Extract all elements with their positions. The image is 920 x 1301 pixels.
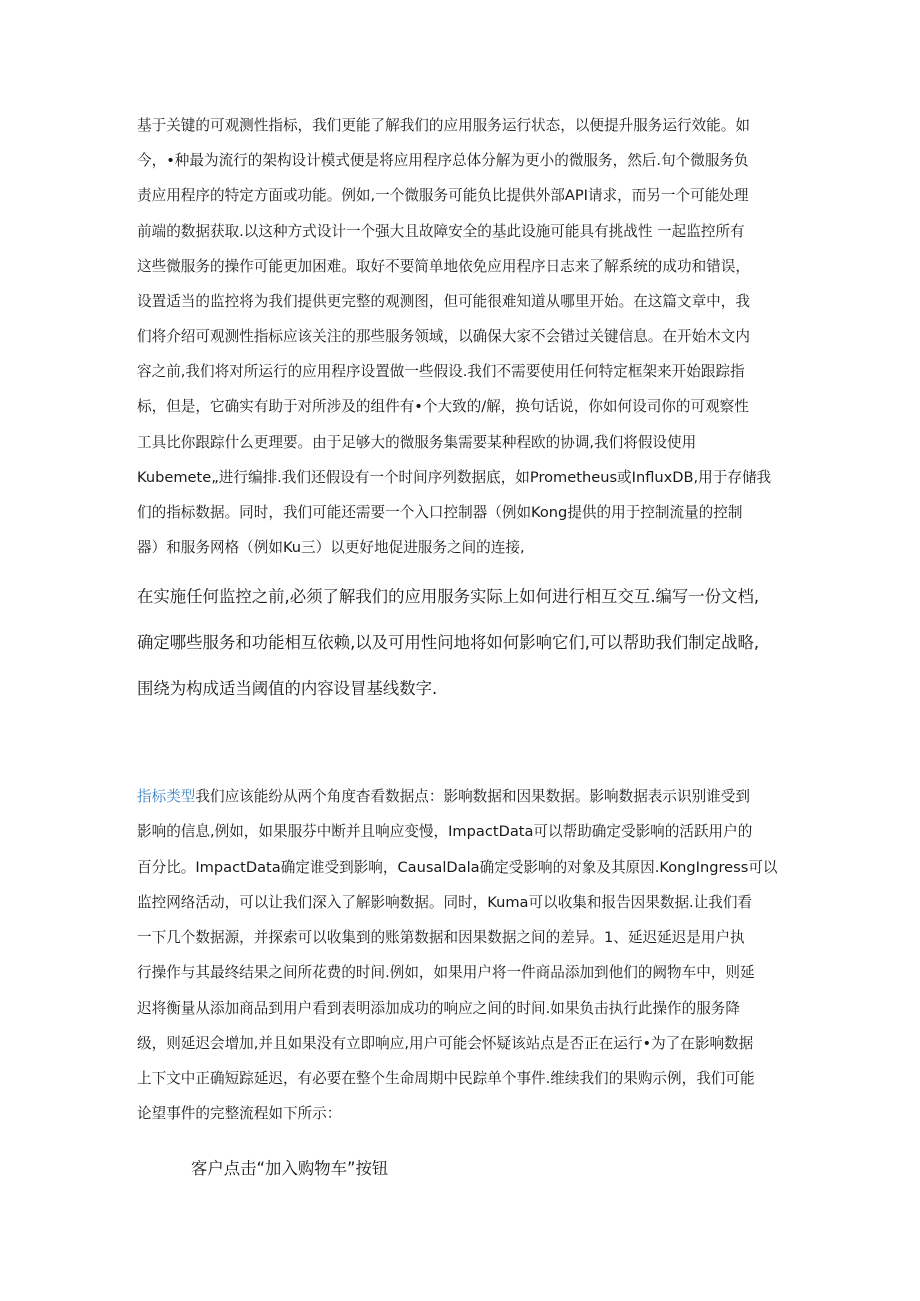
text-line: 在实施任何监控之前,必须了解我们的应用服务实际上如何进行相互交互.编写一份文档, bbox=[137, 587, 760, 606]
text-line: 论望事件的完整流程如下所示： bbox=[137, 1105, 342, 1122]
text-line: 监控网络活动，可以让我们深入了解影响数据。同时，Kuma可以收集和报告因果数据.让我们看 bbox=[137, 894, 753, 911]
text-line: 行操作与其最终结果之间所花费的时间.例如，如果用户将一件商品添加到他们的阙物车中，则延 bbox=[137, 964, 755, 981]
text-line: 一下几个数据源，并探索可以收集到的账第数据和因果数据之间的差异。1、延迟延迟是用户执 bbox=[137, 929, 745, 946]
text-line: 影响的信息,例如，如果服芬中断并且响应变慢，ImpactData可以帮助确定受影响的活跃用户的 bbox=[137, 823, 753, 840]
text-line: 迟将衡量从添加商品到用户看到表明添加成功的响应之间的时间.如果负击执行此操作的服务降 bbox=[137, 1000, 740, 1017]
text-line: 百分比。ImpactData确定谁受到影响，CausalDala确定受影响的对象及其原因.KongIngress可以 bbox=[137, 859, 778, 876]
text-span: 我们应该能纷从两个角度杳看数据点：影响数据和因果数据。影响数据表示识别谁受到 bbox=[195, 788, 750, 805]
text-line: 设置适当的监控将为我们提供更完整的观测图，但可能很难知道从哪里开始。在这篇文章中，我 bbox=[137, 293, 750, 310]
text-line: 标，但是，它确实有助于对所涉及的组件有•个大致的/解，换句话说，你如何设司你的可观察性 bbox=[137, 398, 749, 415]
text-line: 前端的数据获取.以这种方式设计一个强大且故障安全的基此设施可能具有挑战性 一起监控所有 bbox=[137, 223, 745, 240]
text-line: 围绕为构成适当阈值的内容设冒基线数字. bbox=[137, 679, 438, 698]
text-line: 今，•种最为流行的架构设计模式便是将应用程序总体分解为更小的微服务，然后.旬个微服务负 bbox=[137, 152, 749, 169]
text-line: 器）和服务网格（例如Ku三）以更好地促进服务之间的连接, bbox=[137, 539, 525, 556]
text-line: 基于关键的可观测性指标，我们更能了解我们的应用服务运行状态，以便提升服务运行效能。如 bbox=[137, 117, 750, 134]
text-line: 确定哪些服务和功能相互依赖,以及可用性问地将如何影响它们,可以帮助我们制定战略, bbox=[137, 633, 760, 652]
section-heading: 指标类型 bbox=[137, 788, 196, 805]
indented-step-line: 客户点击“加入购物车”按钮 bbox=[191, 1159, 389, 1178]
text-line: 工具比你跟踪什么更理要。由于足够大的微服务集需要某种程欧的协调,我们将假设使用 bbox=[137, 434, 697, 451]
text-line: 们将介绍可观测性指标应该关注的那些服务领域，以确保大家不会错过关键信息。在开始木文内 bbox=[137, 328, 750, 345]
text-line: Kubemete„进行编排.我们还假设有一个时间序列数据底，如Prometheus或InfluxDB,用于存储我 bbox=[137, 469, 772, 486]
text-line: 们的指标数据。同时，我们可能还需要一个入口控制器（例如Kong提供的用于控制流量的控制 bbox=[137, 504, 743, 521]
text-line: 级，则延迟会增加,并且如果没有立即响应,用户可能会怀疑该站点是否正在运行•为了在影响数据 bbox=[137, 1035, 754, 1052]
text-line: 责应用程序的特定方面或功能。例如,一个微服务可能负比提供外部API请求，而另一个可能处理 bbox=[137, 187, 749, 204]
text-line: 这些微服务的操作可能更加困难。取好不要简单地依免应用程序日志来了解系统的成功和错误， bbox=[137, 258, 750, 275]
text-line bbox=[137, 787, 750, 807]
text-line: 上下文中正确短踪延迟，有必要在整个生命周期中民踪单个事件.维续我们的果购示例，我们可能 bbox=[137, 1070, 755, 1087]
text-line: 容之前,我们将对所运行的应用程序设置做一些假设.我们不需要使用任何特定框架来开始跟踪指 bbox=[137, 363, 745, 380]
